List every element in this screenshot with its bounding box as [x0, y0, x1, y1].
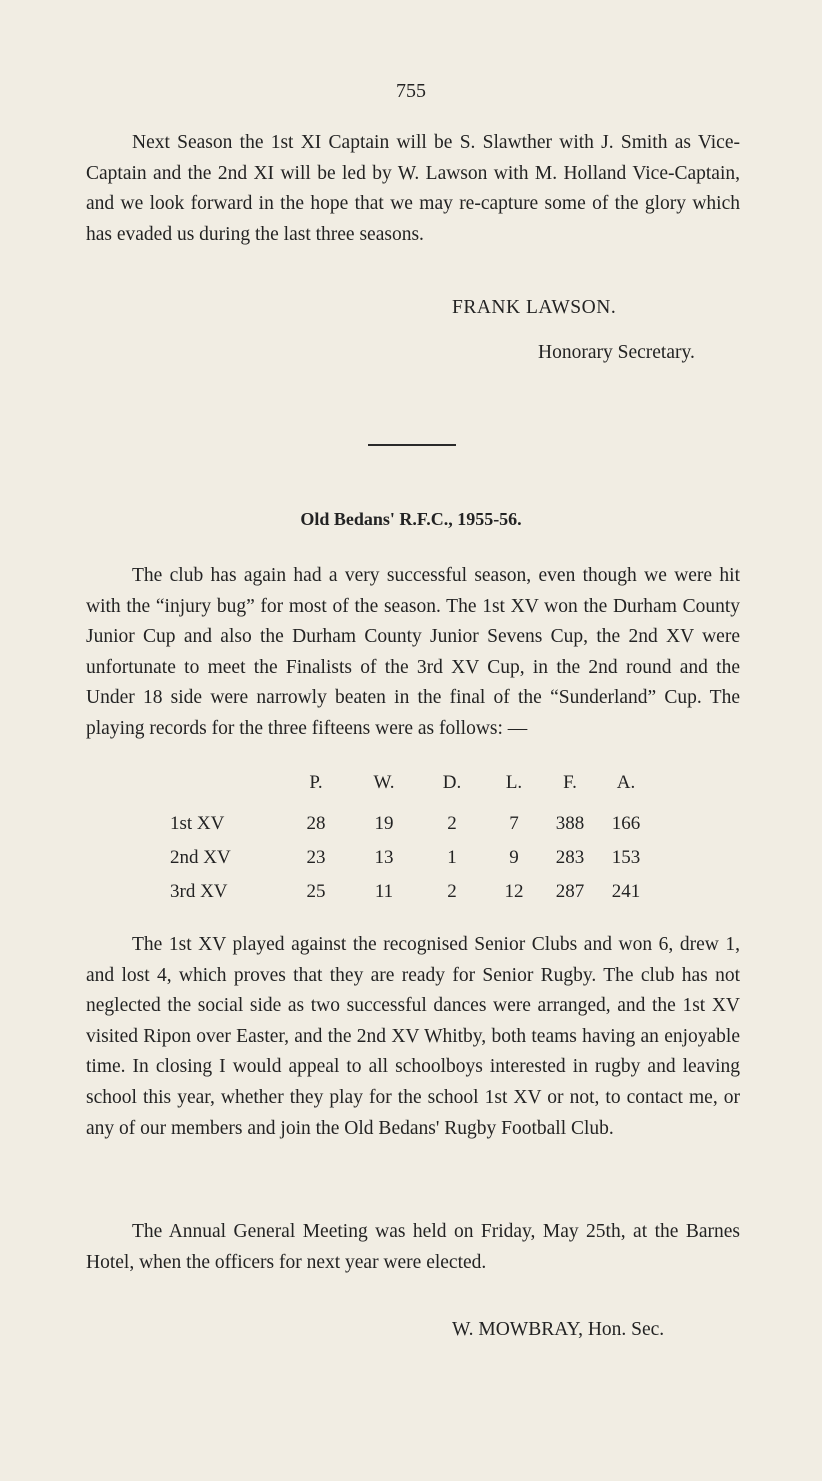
header-lost: L. [505, 772, 523, 793]
header-won: W. [373, 772, 395, 793]
lost-cell: 7 [509, 813, 519, 834]
drawn-cell: 2 [447, 881, 457, 902]
page-number: 755 [396, 80, 426, 102]
team-cell: 3rd XV [170, 881, 228, 902]
table-header-row [150, 759, 654, 807]
header-drawn: D. [442, 772, 462, 793]
drawn-cell: 2 [447, 813, 457, 834]
rugby-signature: W. MOWBRAY, Hon. Sec. [452, 1319, 665, 1340]
against-cell: 166 [611, 813, 641, 834]
won-cell: 13 [374, 847, 394, 868]
for-cell: 287 [555, 881, 585, 902]
table-row [150, 875, 654, 909]
header-against: A. [616, 772, 636, 793]
played-cell: 25 [306, 881, 326, 902]
cricket-signature-name: FRANK LAWSON. [452, 297, 617, 318]
rugby-body-paragraph: The 1st XV played against the recognised Senior Clubs and won 6, drew 1, and lost 4, which proves that they are ready for Senior Rugby. The club has not neglected the social side as two successful dances were arranged, and the 1st XV visited Ripon over Easter, and the 2nd XV Whitby, both teams having an enjoyable time. In closing I would appeal to all schoolboys interested in rugby and leaving school this year, whether they play for the school 1st XV or not, to contact me, or any of our members and join the Old Bedans' Rugby Football Club. [86, 934, 740, 1139]
header-played: P. [309, 772, 323, 793]
cricket-signature-title: Honorary Secretary. [538, 342, 695, 363]
playing-records-table [150, 759, 654, 909]
drawn-cell: 1 [447, 847, 457, 868]
for-cell: 388 [555, 813, 585, 834]
table-row [150, 841, 654, 875]
against-cell: 153 [611, 847, 641, 868]
won-cell: 11 [374, 881, 394, 902]
section-divider [368, 444, 456, 446]
against-cell: 241 [611, 881, 641, 902]
team-cell: 1st XV [170, 813, 225, 834]
for-cell: 283 [555, 847, 585, 868]
header-for: F. [563, 772, 577, 793]
table-row [150, 807, 654, 841]
played-cell: 23 [306, 847, 326, 868]
lost-cell: 12 [504, 881, 524, 902]
played-cell: 28 [306, 813, 326, 834]
rugby-agm-paragraph: The Annual General Meeting was held on Friday, May 25th, at the Barnes Hotel, when the officers for next year were elected. [86, 1221, 740, 1273]
won-cell: 19 [374, 813, 394, 834]
rugby-intro-paragraph: The club has again had a very successful season, even though we were hit with the “injury bug” for most of the season. The 1st XV won the Durham County Junior Cup and also the Durham County Junior Sevens Cup, the 2nd XV were unfortunate to meet the Finalists of the 3rd XV Cup, in the 2nd round and the Under 18 side were narrowly beaten in the final of the “Sunderland” Cup. The playing records for the three fifteens were as follows: — [86, 565, 740, 739]
team-cell: 2nd XV [170, 847, 231, 868]
rugby-heading: Old Bedans' R.F.C., 1955-56. [300, 509, 522, 529]
cricket-report-paragraph: Next Season the 1st XI Captain will be S. Slawther with J. Smith as Vice-Captain and the 2nd XI will be led by W. Lawson with M. Holland Vice-Captain, and we look forward in the hope that we may re-capture some of the glory which has evaded us during the last three seasons. [86, 132, 740, 245]
lost-cell: 9 [509, 847, 519, 868]
header-team [150, 759, 282, 807]
